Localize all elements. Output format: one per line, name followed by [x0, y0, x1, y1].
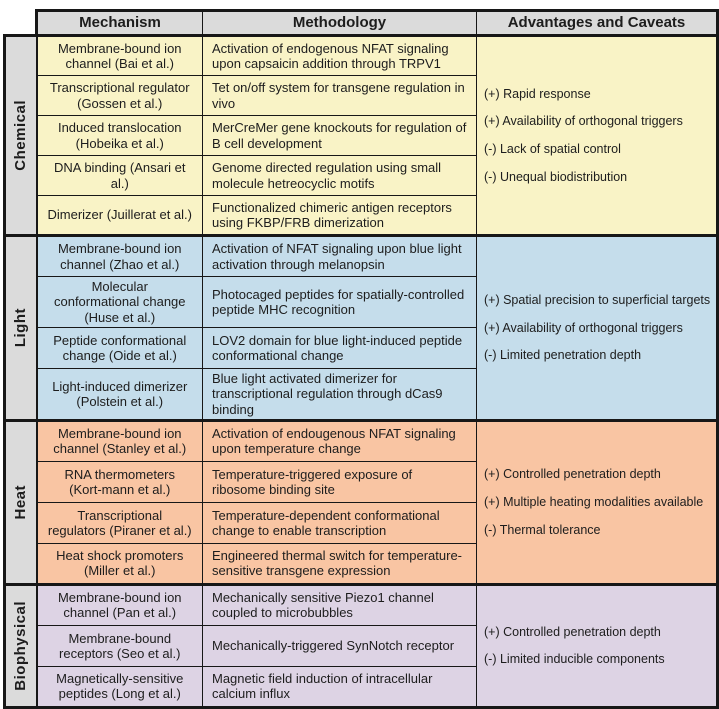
methodology-cell: Mechanically sensitive Piezo1 channel coupled to microbubbles — [203, 584, 477, 625]
mechanism-cell: Dimerizer (Juillerat et al.) — [37, 196, 203, 236]
methodology-cell: Activation of NFAT signaling upon blue light activation through melanopsin — [203, 236, 477, 277]
methodology-cell: Activation of endogenous NFAT signaling upon capsaicin addition through TRPV1 — [203, 36, 477, 76]
advantage-item: (+) Availability of orthogonal triggers — [484, 114, 683, 129]
mechanism-cell: Induced translocation (Hobeika et al.) — [37, 116, 203, 156]
advantages-cell-heat — [477, 420, 718, 584]
advantages-cell-chemical — [477, 36, 718, 236]
advantage-item: (+) Availability of orthogonal triggers — [484, 320, 683, 335]
caveat-item: (-) Limited penetration depth — [484, 348, 642, 363]
table-row — [5, 584, 718, 625]
mechanism-cell: Transcriptional regulator (Gossen et al.) — [37, 76, 203, 116]
advantage-item: (+) Controlled penetration depth — [484, 624, 661, 639]
caveat-item: (-) Unequal biodistribution — [484, 169, 628, 184]
methodology-cell: Genome directed regulation using small molecule hetreocyclic motifs — [203, 156, 477, 196]
corner-spacer — [5, 11, 37, 36]
category-cell-heat — [5, 420, 37, 584]
table-header-row — [5, 11, 718, 36]
category-cell-chemical — [5, 36, 37, 236]
methodology-cell: MerCreMer gene knockouts for regulation of B cell development — [203, 116, 477, 156]
column-header-advantages: Advantages and Caveats — [477, 11, 718, 36]
advantages-cell-light — [477, 236, 718, 421]
mechanism-cell: DNA binding (Ansari et al.) — [37, 156, 203, 196]
mechanism-cell: RNA thermometers (Kort-mann et al.) — [37, 461, 203, 502]
mechanism-cell: Membrane-bound ion channel (Stanley et al.) — [37, 420, 203, 461]
caveat-item: (-) Thermal tolerance — [484, 522, 601, 537]
category-label-heat: Heat — [11, 485, 29, 520]
mechanism-cell: Magnetically-sensitive peptides (Long et al.) — [37, 666, 203, 707]
advantages-cell-biophysical — [477, 584, 718, 707]
table-row — [5, 36, 718, 76]
mechanism-cell: Transcriptional regulators (Piraner et al.) — [37, 502, 203, 543]
advantage-item: (+) Controlled penetration depth — [484, 467, 661, 482]
methodology-cell: Mechanically-triggered SynNotch receptor — [203, 625, 477, 666]
advantage-item: (+) Rapid response — [484, 86, 591, 101]
category-label-biophysical: Biophysical — [11, 601, 29, 691]
methodology-cell: Activation of endougenous NFAT signaling upon temperature change — [203, 420, 477, 461]
methodology-cell: Functionalized chimeric antigen receptors using FKBP/FRB dimerization — [203, 196, 477, 236]
category-cell-light — [5, 236, 37, 421]
advantage-item: (+) Multiple heating modalities available — [484, 495, 704, 510]
inducible-systems-table — [3, 9, 719, 709]
methodology-cell: Engineered thermal switch for temperature-sensitive transgene expression — [203, 543, 477, 584]
methodology-cell: Temperature-dependent conformational change to enable transcription — [203, 502, 477, 543]
methodology-cell: Photocaged peptides for spatially-controlled peptide MHC recognition — [203, 277, 477, 328]
mechanism-cell: Heat shock promoters (Miller et al.) — [37, 543, 203, 584]
caveat-item: (-) Lack of spatial control — [484, 142, 621, 156]
column-header-mechanism: Mechanism — [37, 11, 203, 36]
mechanism-cell: Membrane-bound ion channel (Bai et al.) — [37, 36, 203, 76]
caveat-item: (-) Limited inducible components — [484, 652, 665, 667]
methodology-cell: Magnetic field induction of intracellular calcium influx — [203, 666, 477, 707]
table-row — [5, 236, 718, 277]
advantage-item: (+) Spatial precision to superficial targets — [484, 292, 711, 307]
mechanism-cell: Membrane-bound ion channel (Zhao et al.) — [37, 236, 203, 277]
mechanism-cell: Light-induced dimerizer (Polstein et al.) — [37, 368, 203, 420]
category-cell-biophysical — [5, 584, 37, 707]
methodology-cell: Tet on/off system for transgene regulation in vivo — [203, 76, 477, 116]
column-header-methodology: Methodology — [203, 11, 477, 36]
mechanism-cell: Membrane-bound receptors (Seo et al.) — [37, 625, 203, 666]
methodology-cell: Temperature-triggered exposure of ribosome binding site — [203, 461, 477, 502]
mechanism-cell: Peptide conformational change (Oide et al.) — [37, 327, 203, 368]
mechanism-cell: Membrane-bound ion channel (Pan et al.) — [37, 584, 203, 625]
table-row — [5, 420, 718, 461]
mechanism-cell: Molecular conformational change (Huse et al.) — [37, 277, 203, 328]
category-label-light: Light — [11, 308, 29, 348]
methodology-cell: LOV2 domain for blue light-induced peptide conformational change — [203, 327, 477, 368]
category-label-chemical: Chemical — [11, 100, 29, 171]
methodology-cell: Blue light activated dimerizer for transcriptional regulation through dCas9 binding — [203, 368, 477, 420]
